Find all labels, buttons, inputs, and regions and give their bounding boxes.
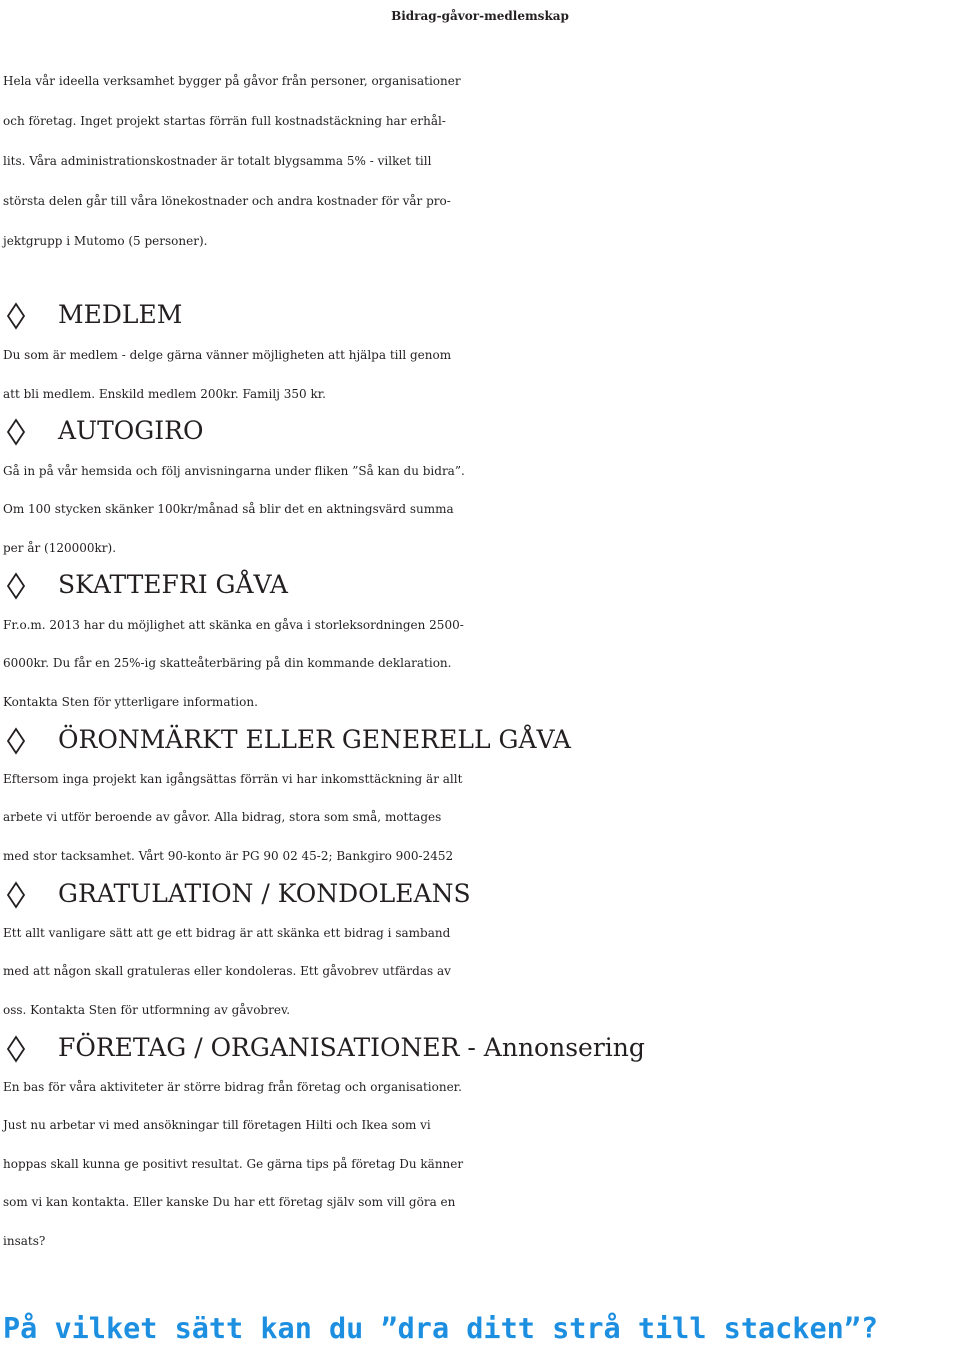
diamond-outline-icon xyxy=(3,720,29,760)
section-text-line: oss. Kontakta Sten för utformning av gåvobrev. xyxy=(3,1003,291,1017)
section-text-line: Eftersom inga projekt kan igångsättas förrän vi har inkomsttäckning är allt xyxy=(3,772,463,786)
diamond-outline-icon xyxy=(3,565,29,605)
intro-line: största delen går till våra lönekostnader och andra kostnader för vår pro- xyxy=(3,194,451,208)
section-text-line: hoppas skall kunna ge positivt resultat. Ge gärna tips på företag Du känner xyxy=(3,1157,464,1171)
closing-question: På vilket sätt kan du ”dra ditt strå till stacken”? xyxy=(3,1312,879,1345)
section-text-line: Fr.o.m. 2013 har du möjlighet att skänka en gåva i storleksordningen 2500- xyxy=(3,618,464,632)
section-text-line: Kontakta Sten för ytterligare information. xyxy=(3,695,258,709)
section-heading-label: FÖRETAG / ORGANISATIONER - Annonsering xyxy=(58,1033,645,1062)
section-text-line: 6000kr. Du får en 25%-ig skatteåterbäring på din kommande deklaration. xyxy=(3,656,452,670)
section-heading-skattefri-gava xyxy=(3,565,953,605)
section-text-line: med stor tacksamhet. Vårt 90-konto är PG 90 02 45-2; Bankgiro 900-2452 xyxy=(3,849,454,863)
section-heading-gratulation-kondoleans xyxy=(3,874,953,914)
section-heading-label: ÖRONMÄRKT ELLER GENERELL GÅVA xyxy=(58,725,571,754)
intro-line: och företag. Inget projekt startas förrän full kostnadstäckning har erhål- xyxy=(3,114,446,128)
diamond-outline-icon xyxy=(3,411,29,451)
section-text-line: Ett allt vanligare sätt att ge ett bidrag är att skänka ett bidrag i samband xyxy=(3,926,451,940)
section-text-line: Om 100 stycken skänker 100kr/månad så blir det en aktningsvärd summa xyxy=(3,502,454,516)
intro-line: lits. Våra administrationskostnader är totalt blygsamma 5% - vilket till xyxy=(3,154,432,168)
section-heading-autogiro xyxy=(3,411,953,451)
section-text-line: Just nu arbetar vi med ansökningar till företagen Hilti och Ikea som vi xyxy=(3,1118,431,1132)
section-heading-label: GRATULATION / KONDOLEANS xyxy=(58,879,471,908)
section-text-line: Du som är medlem - delge gärna vänner möjligheten att hjälpa till genom xyxy=(3,348,452,362)
page-title: Bidrag-gåvor-medlemskap xyxy=(391,9,569,23)
section-text-line: per år (120000kr). xyxy=(3,541,117,555)
section-text-line: arbete vi utför beroende av gåvor. Alla bidrag, stora som små, mottages xyxy=(3,810,442,824)
section-heading-label: MEDLEM xyxy=(58,300,183,329)
section-text-line: En bas för våra aktiviteter är större bidrag från företag och organisationer. xyxy=(3,1080,462,1094)
section-text-line: insats? xyxy=(3,1234,46,1248)
section-text-line: Gå in på vår hemsida och följ anvisningarna under fliken ”Så kan du bidra”. xyxy=(3,464,465,478)
section-heading-foretag-organisationer xyxy=(3,1028,953,1068)
intro-line: jektgrupp i Mutomo (5 personer). xyxy=(3,234,208,248)
section-heading-label: SKATTEFRI GÅVA xyxy=(58,570,288,599)
diamond-outline-icon xyxy=(3,295,29,335)
diamond-outline-icon xyxy=(3,1028,29,1068)
section-text-line: som vi kan kontakta. Eller kanske Du har ett företag själv som vill göra en xyxy=(3,1195,456,1209)
intro-line: Hela vår ideella verksamhet bygger på gåvor från personer, organisationer xyxy=(3,74,461,88)
diamond-outline-icon xyxy=(3,874,29,914)
section-text-line: att bli medlem. Enskild medlem 200kr. Familj 350 kr. xyxy=(3,387,326,401)
section-text-line: med att någon skall gratuleras eller kondoleras. Ett gåvobrev utfärdas av xyxy=(3,964,451,978)
section-heading-medlem xyxy=(3,295,953,335)
section-heading-label: AUTOGIRO xyxy=(58,416,204,445)
section-heading-oronmarkt-gava xyxy=(3,720,953,760)
